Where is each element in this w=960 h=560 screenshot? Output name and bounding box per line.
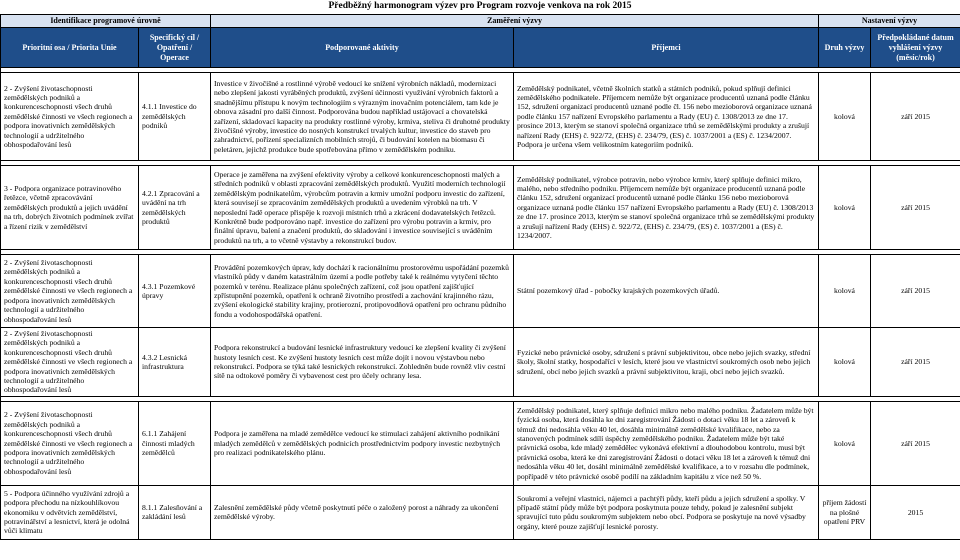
cell-priority: 2 - Zvýšení životaschopnosti zemědělských podniků a konkurenceschopnosti všech druhů zemědělské činnosti ve všech regionech a podpora inovativních zemědělských technologií a udržitelného obhospodařování lesů xyxy=(1,255,139,328)
cell-recipients: Zemědělský podnikatel, výrobce potravin, nebo výrobce krmiv, který splňuje definici mikro, malého, nebo středního podniku. Příjemcem nemůže být organizace producentů uznaná podle článku 152, sdružení organizací producentů uznané podle článku 156 nebo mezioborová organizace uznaná podle článku 157 nařízení Evropského parlamentu a Rady (EU) č. 1308/2013 ze dne 17. prosince 2013, kterým se stanoví společná organizace trhů se zemědělskými produkty a zrušují nařízení Rady (EHS) č. 922/72, (EHS) č. 234/79, (ES) č. 1037/2001 a (ES) č. 1234/2007. xyxy=(514,166,819,250)
cell-date: září 2015 xyxy=(871,328,960,397)
col-date: Předpokládané datum vyhlášení výzvy (měsíc/rok) xyxy=(871,28,960,68)
group-header-row xyxy=(1,15,960,28)
cell-recipients: Zemědělský podnikatel, včetně školních statků a státních podniků, pokud splňují definici zemědělského podnikatele. Příjemcem nemůže být organizace producentů uznaná podle článku 152, sdružení organizací producentů uznané podle čl. 156 nebo mezioborová organizace uznaná podle článku 157 nařízení Evropského parlamentu a Rady (EU) č. 1308/2013 ze dne 17. prosince 2013, kterým se stanoví společná organizace trhů se zemědělskými produkty a zrušují nařízení Rady (EHS) č. 922/72, (EHS) č. 234/79, (ES) č. 1037/2001 a (ES) č. 1234/2007. Podpora je určena všem velikostním kategoriím podniků. xyxy=(514,73,819,161)
cell-priority: 3 - Podpora organizace potravinového řetězce, včetně zpracovávání zemědělských produktů a jejich uvádění na trh, dobrých životních podmínek zvířat a řízení rizik v zemědělství xyxy=(1,166,139,250)
cell-call-type: příjem žádostí na plošné opatření PRV xyxy=(819,485,871,539)
column-header-row xyxy=(1,28,960,68)
cell-measure: 4.3.2 Lesnická infrastruktura xyxy=(139,328,211,397)
cell-date: září 2015 xyxy=(871,401,960,485)
group-identification: Identifikace programové úrovně xyxy=(1,15,211,28)
table-row xyxy=(1,328,960,397)
cell-measure: 8.1.1 Zalesňování a zakládání lesů xyxy=(139,485,211,539)
table-row xyxy=(1,73,960,161)
cell-activities: Zalesnění zemědělské půdy včetně poskytnutí péče o založený porost a náhrady za ukončení zemědělské výroby. xyxy=(211,485,514,539)
cell-priority: 2 - Zvýšení životaschopnosti zemědělských podniků a konkurenceschopnosti všech druhů zemědělské činnosti ve všech regionech a podpora inovativních zemědělských technologií a udržitelného obhospodařování lesů xyxy=(1,328,139,397)
call-schedule-table xyxy=(0,14,960,540)
col-call-type: Druh výzvy xyxy=(819,28,871,68)
group-settings: Nastavení výzvy xyxy=(819,15,960,28)
cell-date: září 2015 xyxy=(871,73,960,161)
document-title: Předběžný harmonogram výzev pro Program rozvoje venkova na rok 2015 xyxy=(328,1,632,11)
cell-recipients: Fyzické nebo právnické osoby, sdružení s právní subjektivitou, obce nebo jejich svazky, střední školy, školní statky, hospodařící v lesích, které jsou ve vlastnictví soukromých osob nebo jejich sdružení, obcí nebo jejich svazků a právní subjektivitou, kraji, obcí nebo jejich svazků. xyxy=(514,328,819,397)
group-focus: Zaměření výzvy xyxy=(211,15,819,28)
cell-measure: 4.3.1 Pozemkové úpravy xyxy=(139,255,211,328)
cell-call-type: kolová xyxy=(819,328,871,397)
cell-priority: 5 - Podpora účinného využívání zdrojů a podpora přechodu na nízkouhlíkovou ekonomiku v odvětvích zemědělství, potravinářství a lesnictví, která je odolná vůči klimatu xyxy=(1,485,139,539)
cell-recipients: Zemědělský podnikatel, který splňuje definici mikro nebo malého podniku. Žadatelem může být fyzická osoba, která dosáhla ke dni zaregistrování Žádosti o dotaci věku 18 let a zároveň k témuž dni nedosáhla věku 40 let, dosáhla minimálně zemědělské kvalifikace, nebo za stanovených podmínek sdílí úspěchy zemědělského podniku. Žadatelem může být také právnická osoba, kde mladý zemědělec vykonává efektivní a dlouhodobou kontrolu, musí být právnická osoba, která ke dni zaregistrování Žádosti o dotaci věku 18 let a zároveň k témuž dni nedosáhla věku 40 let, dosáhl minimálně zemědělské kvalifikace, a to v rozsahu dle podmínek, popřípadě v této právnické osobě podílí na základním kapitálu z více než 50 %. xyxy=(514,401,819,485)
cell-activities: Investice v živočišné a rostlinné výrobě vedoucí ke snížení výrobních nákladů, modernizaci nebo zlepšení jakosti vyráběných produktů, zvýšení účinnosti využívání výrobních faktorů a snadnějšímu přístupu k novým technologiím s výrazným inovačním potenciálem, tam kde je obnova zásadní pro další činnost. Podporována budou například ustájovací a chovatelská zařízení, skladovací kapacity na produkty rostlinné výroby, krmiva, steliva či druhotné produkty živočišné výroby, investice do nosných konstrukcí trvalých kultur, investice do staveb pro zahradnictví, pořízení specializních mobilních strojů, či budování kotelen na biomasu či peletáren, jejichž produkce bude spotřebována přímo v zemědělském podniku. xyxy=(211,73,514,161)
cell-priority: 2 - Zvýšení životaschopnosti zemědělských podniků a konkurenceschopnosti všech druhů zemědělské činnosti ve všech regionech a podpora inovativních zemědělských technologií a udržitelného obhospodařování lesů xyxy=(1,73,139,161)
col-activities: Podporované aktivity xyxy=(211,28,514,68)
cell-activities: Provádění pozemkových úprav, kdy dochází k racionálnímu prostorovému uspořádání pozemků vlastníků půdy v daném katastrálním území a podle potřeby také k reálnému vytyčení těchto pozemků v terénu. Realizace plánu společných zařízení, což jsou opatření zajišťující zpřístupnění pozemků, opatření k ochraně životního prostředí a zachování krajinného rázu, zvýšení ekologické stability krajiny, protierozní, protipovodňová opatření pro ochranu půdního fondu a vodohospodářská opatření. xyxy=(211,255,514,328)
table-row xyxy=(1,401,960,485)
cell-call-type: kolová xyxy=(819,401,871,485)
col-recipients: Příjemci xyxy=(514,28,819,68)
cell-date: září 2015 xyxy=(871,166,960,250)
cell-measure: 4.2.1 Zpracování a uvádění na trh zemědělských produktů xyxy=(139,166,211,250)
cell-call-type: kolová xyxy=(819,73,871,161)
col-measure: Specifický cíl / Opatření / Operace xyxy=(139,28,211,68)
cell-recipients: Státní pozemkový úřad - pobočky krajských pozemkových úřadů. xyxy=(514,255,819,328)
table-row xyxy=(1,255,960,328)
table-row xyxy=(1,485,960,539)
cell-activities: Podpora je zaměřena na mladé zemědělce vedoucí ke stimulaci zahájení aktivního podnikání mladých zemědělců v zemědělských podnicích prostřednictvím podpory investic nezbytných pro realizaci podnikatelského plánu. xyxy=(211,401,514,485)
table-row xyxy=(1,166,960,250)
cell-measure: 6.1.1 Zahájení činnosti mladých zemědělců xyxy=(139,401,211,485)
cell-recipients: Soukromí a veřejní vlastníci, nájemci a pachtýři půdy, kteří půdu a jejich sdružení a spolky. V případě státní půdy může být podpora poskytnuta pouze tehdy, pokud je zalesnění subjekt spravující tuto půdu soukromým subjektem nebo obcí. Podpora se poskytuje na nové výsadby orgány, které pouze zajišťují lesnické porosty. xyxy=(514,485,819,539)
cell-date: 2015 xyxy=(871,485,960,539)
cell-date: září 2015 xyxy=(871,255,960,328)
cell-call-type: kolová xyxy=(819,255,871,328)
cell-priority: 2 - Zvýšení životaschopnosti zemědělských podniků a konkurenceschopnosti všech druhů zemědělské činnosti ve všech regionech a podpora inovativních zemědělských technologií a udržitelného obhospodařování lesů xyxy=(1,401,139,485)
col-priority: Prioritní osa / Priorita Unie xyxy=(1,28,139,68)
cell-activities: Podpora rekonstrukcí a budování lesnické infrastruktury vedoucí ke zlepšení kvality či zvýšení hustoty lesních cest. Ke zvýšení hustoty lesních cest může dojít i novou výstavbou nebo rekonstrukcí. Podpora se týká také lesnických rekonstrukcí. Zohledněn bude rovněž vliv cestní sítě na odtokové poměry či vybavenost cest pro účely ochrany lesa. xyxy=(211,328,514,397)
cell-call-type: kolová xyxy=(819,166,871,250)
cell-measure: 4.1.1 Investice do zemědělských podniků xyxy=(139,73,211,161)
cell-activities: Operace je zaměřena na zvýšení efektivity výroby a celkové konkurenceschopnosti malých a středních podniků v oblasti zpracování zemědělských produktů. Využití moderních technologií zemědělským podnikatelům, výrobcům potravin a krmiv umožní podporu investic do zařízení, která souvisejí se zpracováním zemědělských produktů a uvedením výrobků na trh. V neposlední řadě operace přispěje k rozvoji místních trhů a zkrácení dodavatelských řetězců. Konkrétně bude podporováno např. investice do zařízení pro výrobu potravin a krmiv, pro finální úpravu, balení a značení produktů, do skladování i investice související s uváděním produktů na trh, a to včetně výstavby a rekonstrukcí budov. xyxy=(211,166,514,250)
